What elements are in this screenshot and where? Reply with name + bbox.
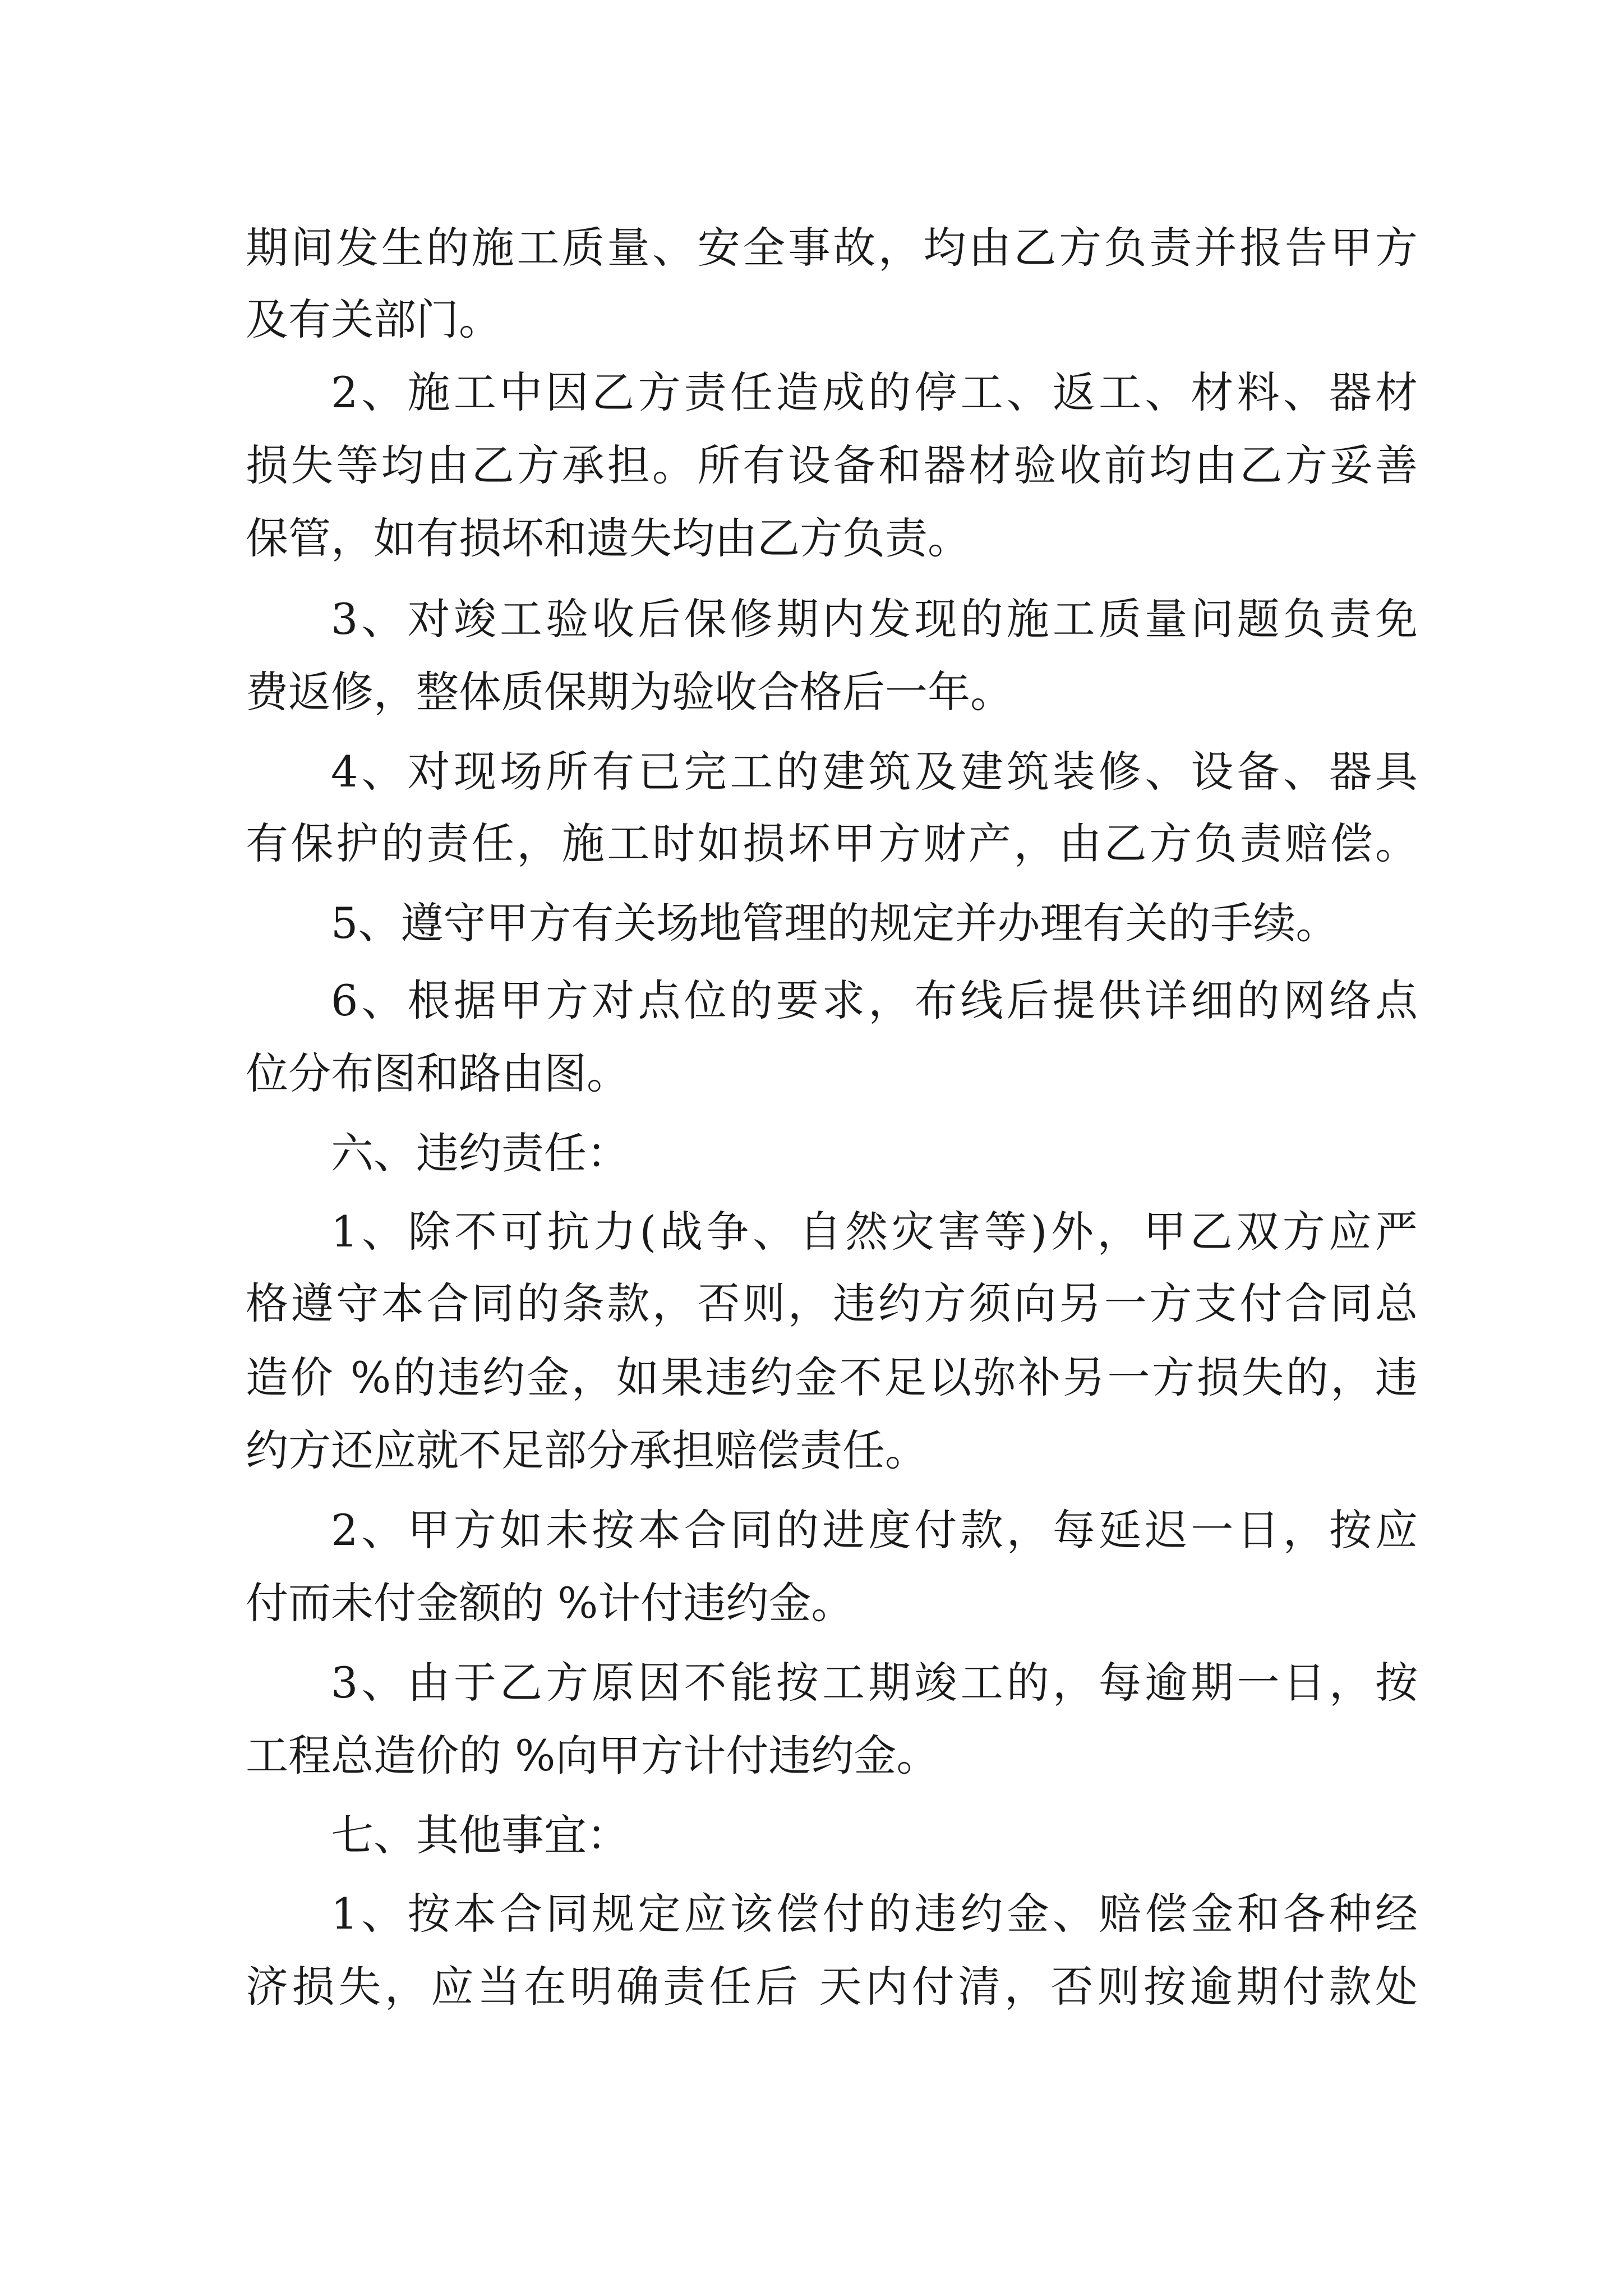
text-line-12: 位分布图和路由图。	[246, 1048, 629, 1098]
text-line-24: 济损失，应当在明确责任后 天内付清，否则按逾期付款处	[246, 1962, 1418, 2012]
section-heading-6: 六、违约责任：	[331, 1128, 629, 1178]
text-line-10: 5、遵守甲方有关场地管理的规定并办理有关的手续。	[331, 898, 1339, 948]
text-line-18: 2、甲方如未按本合同的进度付款，每延迟一日，按应	[331, 1505, 1418, 1555]
text-line-21: 工程总造价的 %向甲方计付违约金。	[246, 1731, 939, 1780]
text-line-20: 3、由于乙方原因不能按工期竣工的，每逾期一日，按	[331, 1658, 1418, 1708]
text-line-14: 1、除不可抗力(战争、自然灾害等)外，甲乙双方应严	[331, 1207, 1418, 1257]
text-line-17: 约方还应就不足部分承担赔偿责任。	[246, 1425, 928, 1475]
text-line-16: 造价 %的违约金，如果违约金不足以弥补另一方损失的，违	[246, 1352, 1418, 1402]
text-line-7: 费返修，整体质保期为验收合格后一年。	[246, 667, 1013, 717]
text-line-1: 期间发生的施工质量、安全事故，均由乙方负责并报告甲方	[246, 223, 1418, 273]
text-line-11: 6、根据甲方对点位的要求，布线后提供详细的网络点	[331, 976, 1418, 1025]
text-line-2: 及有关部门。	[246, 295, 501, 344]
text-line-23: 1、按本合同规定应该偿付的违约金、赔偿金和各种经	[331, 1889, 1418, 1939]
text-line-3: 2、施工中因乙方责任造成的停工、返工、材料、器材	[331, 367, 1418, 417]
text-line-5: 保管，如有损坏和遗失均由乙方负责。	[246, 513, 970, 563]
text-line-19: 付而未付金额的 %计付违约金。	[246, 1578, 854, 1628]
text-line-8: 4、对现场所有已完工的建筑及建筑装修、设备、器具	[331, 747, 1418, 797]
text-line-15: 格遵守本合同的条款，否则，违约方须向另一方支付合同总	[246, 1278, 1418, 1328]
text-line-9: 有保护的责任，施工时如损坏甲方财产，由乙方负责赔偿。	[246, 818, 1418, 868]
text-line-6: 3、对竣工验收后保修期内发现的施工质量问题负责免	[331, 594, 1418, 644]
section-heading-7: 七、其他事宜：	[331, 1810, 629, 1860]
text-line-4: 损失等均由乙方承担。所有设备和器材验收前均由乙方妥善	[246, 440, 1418, 490]
